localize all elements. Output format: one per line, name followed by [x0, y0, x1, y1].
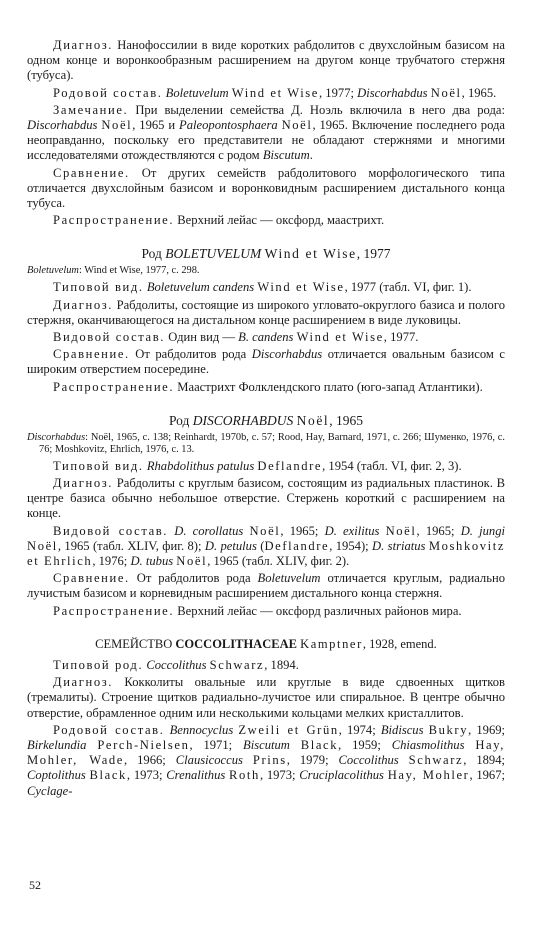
author: Schwarz [408, 753, 464, 768]
genus-name: Biscutum [243, 737, 290, 752]
label-comparison: Сравнение. [53, 347, 130, 362]
paragraph-remark [27, 103, 505, 164]
label-diagnosis: Диагноз. [53, 297, 114, 312]
label-distribution: Распространение. [53, 213, 175, 228]
label-type-species: Типовой вид. [53, 280, 144, 295]
species-name: Boletuvelum candens [146, 280, 255, 295]
text: ( [260, 538, 265, 553]
author: Noël [176, 554, 208, 569]
text-diagnosis: Рабдолиты, состоящие из широкого угловато-округлого базиса и полого стержня, оканчивающегося на дистальном конце расширением в виде луковицы. [27, 297, 505, 327]
genus-name: Bennocyclus [169, 722, 234, 737]
species-name: D. striatus [372, 538, 426, 553]
genus-name: Crenalithus [166, 768, 226, 783]
paragraph-type-species [27, 459, 505, 474]
heading-author: Kamptner [300, 636, 363, 651]
heading-author: Noël [296, 412, 330, 428]
label-type-genus: Типовой род. [53, 657, 144, 672]
label-distribution: Распространение. [53, 379, 175, 394]
label-remark: Замечание. [53, 102, 129, 117]
text-comparison: От других семейств рабдолитового морфологического типа отличается двухслойным базисом и воронковидным расширением дистального конца тубуса. [27, 165, 505, 211]
author: Noël [249, 523, 281, 538]
heading-year: , 1977 [356, 246, 391, 262]
text: отличается овальным базисом с широким отверстием посередине. [27, 347, 505, 377]
text: , 1973; [126, 768, 163, 783]
text: , 1976; [92, 554, 128, 569]
author: Wind et Wise [231, 85, 319, 100]
author: Deflandre [257, 458, 323, 473]
genus-name: Boletuvelum [165, 85, 229, 100]
reference-text: : Noël, 1965, с. 138; Reinhardt, 1970b, с. 57; Rood, Hay, Barnard, 1971, с. 266; Шуменко, 1976, с. 76; Moshkovitz, Ehrlich, 1976, с. 13. [39, 431, 505, 455]
text-diagnosis: Кокколиты овальные или круглые в виде сдвоенных щитков (тремалиты). Строение щитков радиально-лучистое или спиральное. В центре обычно отверстие, обрамленное одним или несколькими кольцами мелких кристаллитов. [27, 675, 505, 720]
genus-name: Coptolithus [27, 768, 86, 783]
author: Noël [430, 85, 462, 100]
paragraph-diagnosis [27, 675, 505, 721]
text: , 1965; [416, 523, 455, 538]
author: Moshkovitz et Ehrlich [27, 538, 506, 569]
text: При выделении семейства Д. Ноэль включила в него два рода: [135, 102, 505, 117]
text: , 1967; [469, 768, 506, 783]
paragraph-type-species [27, 280, 505, 295]
heading-year: , 1965 [329, 412, 364, 428]
heading-family-coccolithaceae [27, 637, 505, 652]
label-comparison: Сравнение. [53, 571, 130, 586]
text: От рабдолитов рода [136, 571, 251, 586]
paragraph-diagnosis [27, 476, 505, 522]
heading-genus: BOLETUVELUM [165, 246, 262, 262]
paragraph-composition [27, 86, 505, 101]
text: , 1969; [468, 722, 506, 737]
synonymy-reference [27, 432, 505, 456]
genus-name: Birkelundia [27, 737, 87, 752]
genus-name: Boletuvelum [257, 571, 321, 586]
author: Perch-Nielsen [97, 737, 190, 752]
label-distribution: Распространение. [53, 603, 175, 618]
synonymy-reference [27, 265, 505, 277]
text: отличается круглым, радиально лучистым базисом и корневидным расширением дистального конца стержня. [27, 571, 505, 601]
paragraph-species-composition [27, 524, 505, 570]
genus-name: Discorhabdus [251, 347, 323, 362]
author: Deflandre [264, 538, 330, 553]
label-composition: Родовой состав. [53, 722, 165, 737]
text-diagnosis: Рабдолиты с круглым базисом, состоящим из радиальных пластинок. В центре базиса обычно небольшое отверстие. Стержень короткий с расширением на конце. [27, 476, 506, 521]
label-diagnosis: Диагноз. [53, 675, 114, 690]
text: , 1965 и [132, 118, 176, 133]
species-name: Rhabdolithus patulus [146, 458, 255, 473]
genus-name: Cruciplacolithus [299, 768, 384, 783]
paragraph-type-genus [27, 658, 505, 673]
text: , 1954 (табл. VI, фиг. 2, 3). [322, 458, 462, 473]
genus-name: Discorhabdus [27, 431, 86, 443]
heading-prefix: СЕМЕЙСТВО [95, 636, 173, 651]
species-name: D. exilitus [324, 523, 380, 538]
genus-name: Discorhabdus [357, 85, 428, 100]
text: , 1894; [463, 753, 506, 768]
text: , 1965; [280, 523, 319, 538]
genus-name: Biscutum [262, 148, 310, 163]
genus-name: Discorhabdus [27, 118, 98, 133]
text: , 1894. [264, 657, 299, 672]
author: Bukry [428, 722, 469, 737]
author: Noël [27, 538, 58, 553]
heading-family: COCCOLITHACEAE [175, 636, 297, 651]
author: Noël [281, 118, 313, 133]
genus-name: Clausicoccus [175, 753, 243, 768]
heading-genus-boletuvelum [27, 246, 505, 262]
author: Wind et Wise [296, 330, 384, 345]
text: , 1971; [189, 737, 233, 752]
author: Hay, Mohler, Wade [27, 737, 506, 768]
author: Zweili et Grün [238, 722, 339, 737]
page-body [27, 38, 505, 801]
genus-name: Paleopontosphaera [179, 118, 278, 133]
author: Noël [101, 118, 133, 133]
text-distribution: Верхний лейас — оксфорд, маастрихт. [177, 213, 385, 228]
species-name: D. tubus [130, 554, 174, 569]
species-name: B. candens [238, 330, 294, 345]
species-name: D. corollatus [174, 523, 244, 538]
text: , 1977 (табл. VI, фиг. 1). [344, 280, 472, 295]
author: Wind et Wise [257, 280, 345, 295]
label-diagnosis: Диагноз. [53, 476, 114, 491]
text: . [309, 148, 313, 163]
genus-name: Chiasmolithus [391, 737, 465, 752]
text: , 1965 (табл. XLIV, фиг. 2). [207, 554, 350, 569]
paragraph-diagnosis [27, 298, 505, 328]
text: , 1954); [329, 538, 369, 553]
paragraph-comparison [27, 347, 505, 377]
author: Black [300, 737, 339, 752]
paragraph-diagnosis [27, 38, 505, 84]
heading-genus: DISCORHABDUS [192, 412, 294, 428]
genus-name: Boletuvelum [27, 265, 79, 277]
text: , 1965. [461, 85, 497, 100]
text: , 1965. Включение последнего рода неоправданно, поскольку его представители не обладают стержнями и многими исследователями отождествляются с родом [27, 118, 506, 163]
heading-year: , 1928, emend. [362, 636, 437, 651]
label-species-composition: Видовой состав. [53, 330, 166, 345]
page-number: 52 [29, 878, 41, 892]
label-species-composition: Видовой состав. [53, 523, 169, 538]
text: Один вид — [168, 330, 235, 345]
paragraph-distribution [27, 380, 505, 395]
text: , 1977. [383, 330, 419, 345]
species-name: D. jungi [460, 523, 506, 538]
text-diagnosis: Нанофоссилии в виде коротких рабдолитов с двухслойным базисом на одном конце и воронкообразным расширением на другом конце трубчатого стержня (тубуса). [27, 38, 505, 83]
paragraph-genus-composition [27, 723, 505, 799]
author: Black [89, 768, 127, 783]
heading-genus-discorhabdus [27, 413, 505, 429]
heading-prefix: Род [141, 246, 162, 262]
heading-prefix: Род [168, 412, 190, 428]
paragraph-distribution [27, 213, 505, 228]
text: , 1966; [124, 753, 166, 768]
text: , 1979; [286, 753, 329, 768]
text: , 1959; [338, 737, 381, 752]
text: , 1965 (табл. XLIV, фиг. 8); [57, 538, 202, 553]
text: , 1977; [319, 85, 354, 100]
text: От рабдолитов рода [135, 347, 247, 362]
paragraph-distribution [27, 604, 505, 619]
genus-name: Bidiscus [380, 722, 424, 737]
label-comparison: Сравнение. [53, 165, 130, 180]
genus-name: Coccolithus [338, 753, 399, 768]
paragraph-comparison [27, 571, 505, 601]
text-distribution: Маастрихт Фолклендского плато (юго-запад Атлантики). [177, 379, 483, 394]
author: Roth [229, 768, 260, 783]
reference-text: : Wind et Wise, 1977, с. 298. [78, 265, 200, 277]
species-name: D. petulus [204, 538, 257, 553]
paragraph-comparison [27, 166, 505, 212]
label-composition: Родовой состав. [53, 85, 163, 100]
author: Noël [385, 523, 417, 538]
heading-author: Wind et Wise [264, 246, 357, 262]
text: , 1974; [338, 722, 376, 737]
text: , 1973; [259, 768, 296, 783]
genus-name: Coccolithus [146, 657, 207, 672]
label-diagnosis: Диагноз. [53, 38, 114, 52]
genus-name: Cyclage- [27, 783, 73, 798]
paragraph-species-composition [27, 330, 505, 345]
author: Prins [252, 753, 287, 768]
author: Hay, Mohler [387, 768, 470, 783]
label-type-species: Типовой вид. [53, 458, 144, 473]
author: Schwarz [209, 657, 265, 672]
text-distribution: Верхний лейас — оксфорд различных районов мира. [177, 603, 462, 618]
